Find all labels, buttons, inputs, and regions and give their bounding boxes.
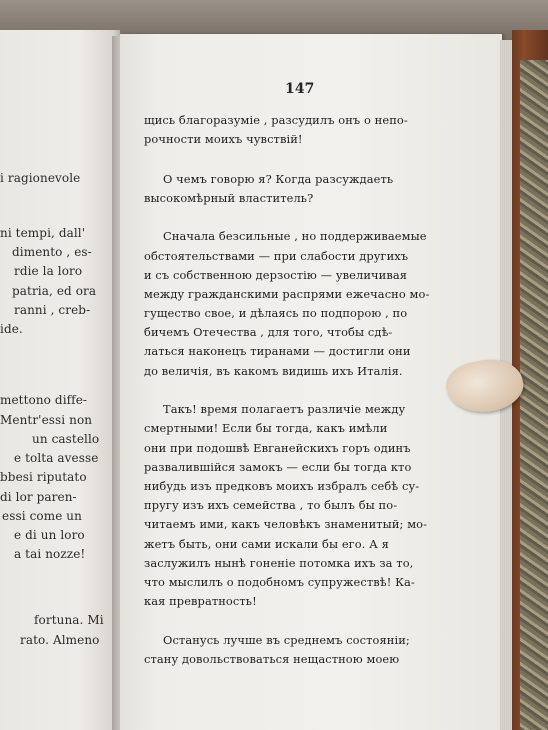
left-text-line: a tai nozze! bbox=[14, 547, 86, 561]
text-line: обстоятельствами — при слабости другихъ bbox=[144, 249, 409, 263]
left-text-line: Mentr'essi non bbox=[0, 413, 93, 427]
left-text-line: di lor paren- bbox=[0, 490, 77, 504]
text-line: смертными! Если бы тогда, какъ имѣли bbox=[144, 421, 388, 435]
text-line: латься наконецъ тиранами — достигли они bbox=[144, 344, 411, 358]
left-text-line: ranni , creb- bbox=[14, 303, 91, 317]
left-text-line: e tolta avesse bbox=[14, 451, 99, 465]
left-text-line: patria, ed ora bbox=[12, 284, 97, 298]
marbled-endpaper bbox=[520, 60, 548, 730]
text-line: Останусь лучше въ среднемъ состояніи; bbox=[163, 633, 410, 647]
left-text-line: ni tempi, dall' bbox=[0, 226, 86, 240]
text-line: Сначала безсильные , но поддерживаемые bbox=[163, 229, 427, 243]
text-line: заслужилъ нынѣ гоненіе потомка ихъ за то, bbox=[144, 556, 414, 570]
text-line: жетъ быть, они сами искали бы его. А я bbox=[144, 537, 389, 551]
left-text-line: bbesi riputato bbox=[0, 470, 87, 484]
text-line: гущество свое, и дѣлаясь по подпорою , по bbox=[144, 306, 408, 320]
text-line: развалившійся замокъ — если бы тогда кто bbox=[144, 460, 412, 474]
text-line: и съ собственною дерзостію — увеличивая bbox=[144, 268, 408, 282]
text-line: пругу изъ ихъ семейства , то былъ бы по- bbox=[144, 498, 398, 512]
text-line: высокомѣрный властитель? bbox=[144, 191, 314, 205]
left-text-line: dimento , es- bbox=[12, 245, 92, 259]
text-line: до величія, въ какомъ видишь ихъ Италія. bbox=[144, 364, 403, 378]
text-line: рочности моихъ чувствій! bbox=[144, 132, 303, 146]
text-line: они при подошвѣ Евганейскихъ горъ одинъ bbox=[144, 441, 411, 455]
text-line: между гражданскими распрями ежечасно мо- bbox=[144, 287, 430, 301]
text-line: нибудь изъ предковъ моихъ избралъ себѣ су- bbox=[144, 479, 420, 493]
text-line: кая превратность! bbox=[144, 594, 257, 608]
page-number: 147 bbox=[285, 81, 315, 97]
text-line: что мыслилъ о подобномъ супружествѣ! Ка- bbox=[144, 575, 415, 589]
left-text-line: mettono diffe- bbox=[0, 393, 88, 407]
left-text-line: un castello bbox=[32, 432, 100, 446]
text-line: стану довольствоваться нещастною моею bbox=[144, 652, 400, 666]
left-text-line: rdie la loro bbox=[14, 264, 83, 278]
left-text-line: e di un loro bbox=[14, 528, 85, 542]
left-text-line: essi come un bbox=[2, 509, 82, 523]
text-line: щись благоразуміе , разсудилъ онъ о непо- bbox=[144, 113, 408, 127]
text-line: читаемъ ими, какъ человѣкъ знаменитый; мо- bbox=[144, 517, 428, 531]
text-line: Такъ! время полагаетъ различіе между bbox=[163, 402, 406, 416]
text-line: бичемъ Отечества , для того, чтобы сдѣ- bbox=[144, 325, 393, 339]
text-line: О чемъ говорю я? Когда разсуждаеть bbox=[163, 172, 394, 186]
left-text-line: i ragionevole bbox=[0, 171, 81, 185]
left-text-line: rato. Almeno bbox=[20, 633, 100, 647]
left-text-line: fortuna. Mi bbox=[34, 613, 104, 627]
left-text-line: ide. bbox=[0, 322, 23, 336]
